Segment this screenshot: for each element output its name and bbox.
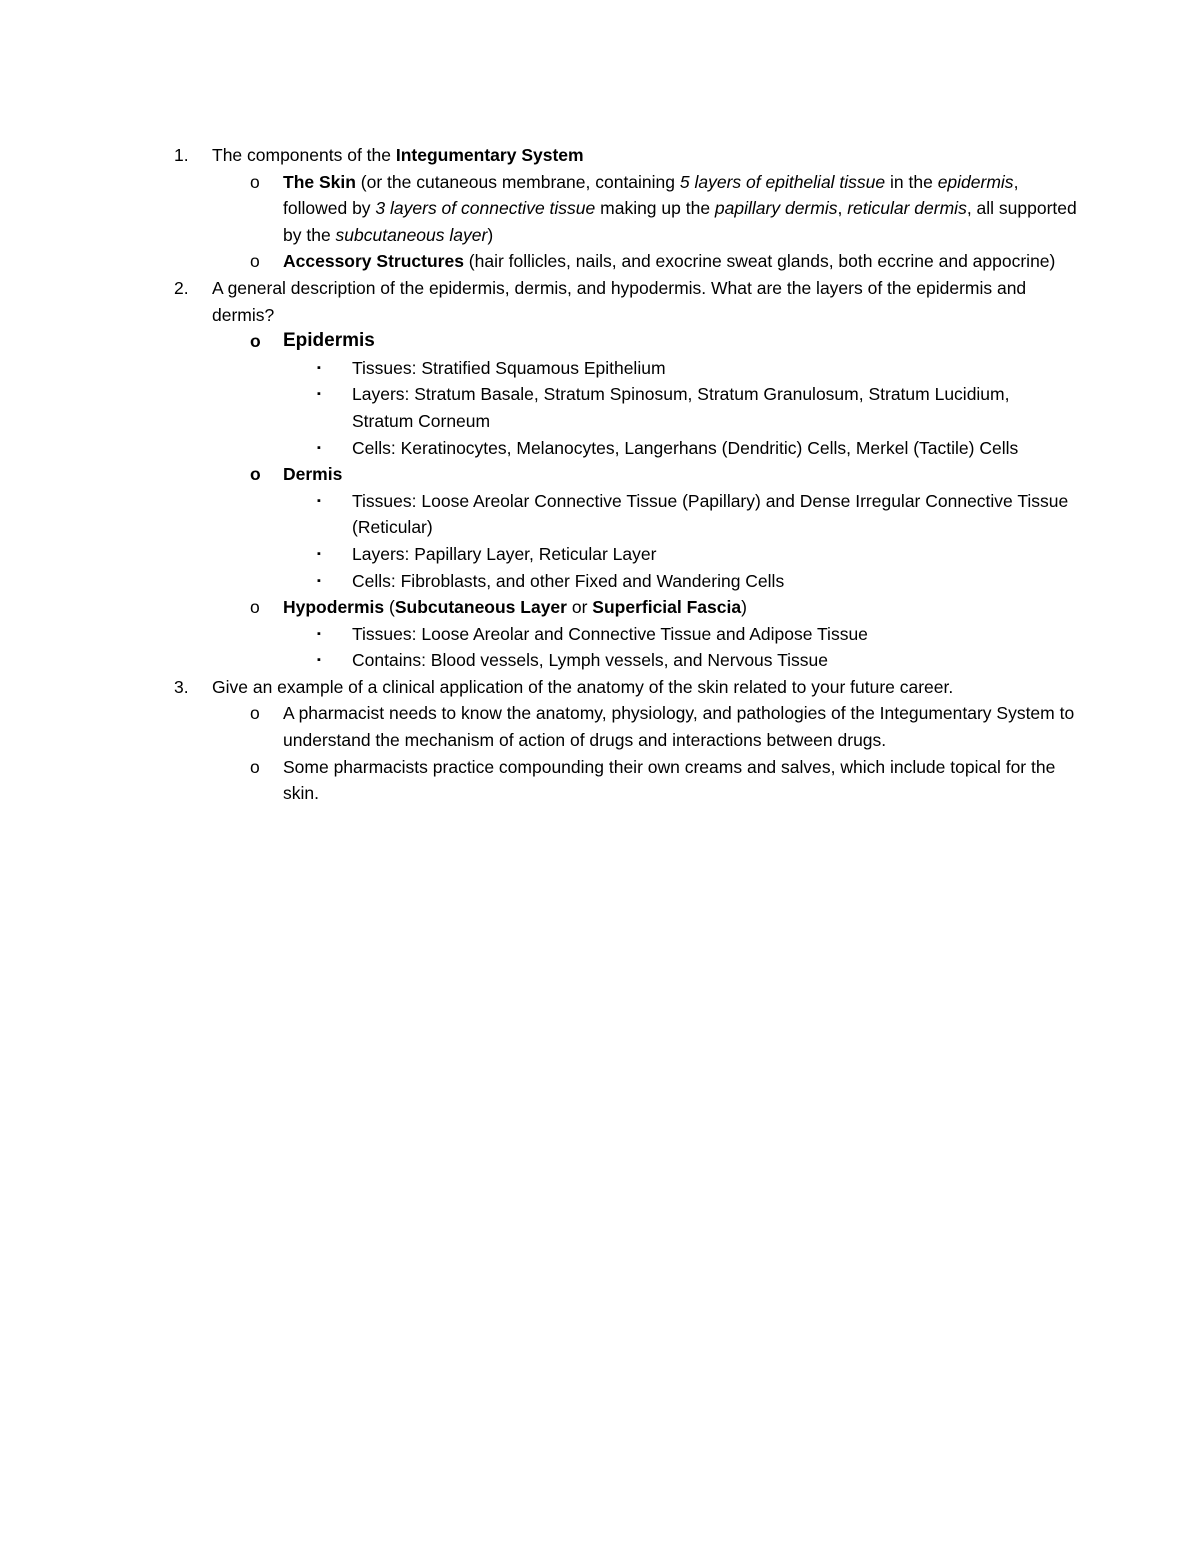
hypodermis-heading: Hypodermis (Subcutaneous Layer or Superficial Fascia) (283, 597, 747, 618)
topic-label: Integumentary System (395, 145, 584, 165)
detail-text: Layers: Stratum Basale, Stratum Spinosum, Stratum Granulosum, Stratum Lucidium, Stratum Corneum (352, 384, 1010, 431)
bullet-marker: o (250, 464, 261, 485)
document-body (0, 142, 1200, 807)
detail-text: Tissues: Loose Areolar and Connective Tissue and Adipose Tissue (352, 623, 868, 644)
sub-item-dermis (0, 461, 1200, 488)
detail-item (0, 381, 1200, 434)
detail-text: Cells: Fibroblasts, and other Fixed and Wandering Cells (352, 570, 785, 591)
sub-item-skin (0, 169, 1200, 249)
detail-item (0, 647, 1200, 674)
detail-item (0, 621, 1200, 648)
detail-item (0, 355, 1200, 382)
bullet-marker: o (250, 171, 260, 192)
item-number: 2. (174, 277, 189, 298)
detail-item (0, 488, 1200, 541)
sub-item-hypodermis (0, 594, 1200, 621)
sub-item-epidermis (0, 328, 1200, 355)
accessory-title: Accessory Structures (283, 251, 464, 272)
detail-item (0, 568, 1200, 595)
list-item-3 (0, 674, 1200, 701)
detail-text: Contains: Blood vessels, Lymph vessels, and Nervous Tissue (352, 650, 828, 671)
square-bullet: ▪ (317, 627, 321, 640)
item-number: 3. (174, 676, 189, 697)
epidermis-heading: Epidermis (283, 330, 375, 352)
sub-item-text: Accessory Structures (hair follicles, nails, and exocrine sweat glands, both eccrine and appocrine) (283, 251, 1056, 272)
detail-text: Cells: Keratinocytes, Melanocytes, Langerhans (Dendritic) Cells, Merkel (Tactile) Cells (352, 437, 1019, 458)
item-text: Give an example of a clinical application of the anatomy of the skin related to your future career. (212, 676, 954, 697)
item-text: A general description of the epidermis, dermis, and hypodermis. What are the layers of the epidermis and dermis? (212, 277, 1027, 325)
bullet-marker: o (250, 756, 260, 777)
bullet-marker: o (250, 331, 261, 352)
sub-item-pharmacist-2 (0, 754, 1200, 807)
sub-item-text: Some pharmacists practice compounding their own creams and salves, which include topical for the skin. (283, 756, 1056, 804)
list-item-1 (0, 142, 1200, 169)
bullet-marker: o (250, 703, 260, 724)
sub-item-accessory (0, 248, 1200, 275)
dermis-heading: Dermis (283, 464, 343, 485)
detail-item (0, 541, 1200, 568)
detail-text: Layers: Papillary Layer, Reticular Layer (352, 543, 657, 564)
detail-text: Tissues: Loose Areolar Connective Tissue (Papillary) and Dense Irregular Connective Tissue (Reticular) (352, 490, 1069, 538)
skin-title: The Skin (283, 171, 356, 192)
item-text: The components of the Integumentary System (212, 145, 584, 165)
sub-item-text: A pharmacist needs to know the anatomy, physiology, and pathologies of the Integumentary System to understand the mechanism of action of drugs and interactions between drugs. (283, 703, 1075, 751)
square-bullet: ▪ (317, 494, 321, 507)
square-bullet: ▪ (317, 654, 321, 667)
sub-item-pharmacist-1 (0, 700, 1200, 753)
item-number: 1. (174, 145, 189, 165)
sub-item-text: The Skin (or the cutaneous membrane, containing 5 layers of epithelial tissue in the epidermis, followed by 3 layers of connective tissue making up the papillary dermis, reticular dermis, all supported by the subcutaneous layer) (283, 171, 1077, 245)
square-bullet: ▪ (317, 361, 321, 374)
bullet-marker: o (250, 597, 260, 618)
square-bullet: ▪ (317, 441, 321, 454)
bullet-marker: o (250, 251, 260, 272)
detail-text: Tissues: Stratified Squamous Epithelium (352, 357, 666, 378)
list-item-2 (0, 275, 1200, 328)
detail-item (0, 435, 1200, 462)
square-bullet: ▪ (317, 547, 321, 560)
square-bullet: ▪ (317, 388, 321, 401)
square-bullet: ▪ (317, 574, 321, 587)
